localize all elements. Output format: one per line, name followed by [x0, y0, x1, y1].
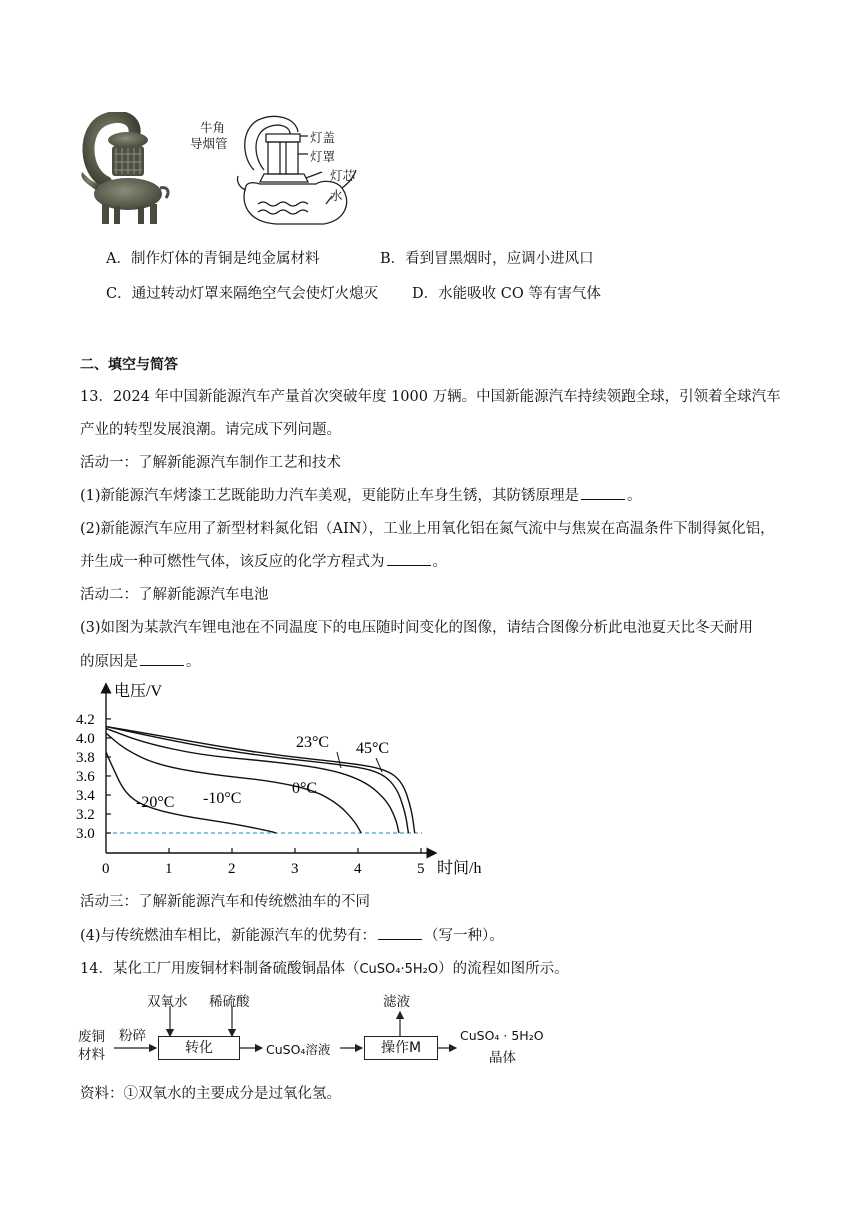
q13-part1-text: (1)新能源汽车烤漆工艺既能助力汽车美观，更能防止车身生锈，其防锈原理是 — [80, 488, 580, 504]
series-label-neg20: -20°C — [136, 794, 175, 811]
y-tick-label: 3.2 — [76, 806, 95, 823]
series-label-45: 45°C — [356, 740, 390, 757]
x-tick-label: 3 — [291, 861, 299, 877]
flow-product-line2: 晶体 — [489, 1050, 516, 1066]
y-tick-label: 4.0 — [76, 730, 95, 747]
q13-part4 — [80, 924, 504, 945]
option-d[interactable]: D．水能吸收 CO 等有害气体 — [412, 286, 601, 302]
x-tick-label: 5 — [417, 861, 425, 877]
label-water: 水 — [330, 188, 343, 203]
voltage-chart — [70, 680, 500, 880]
q13-intro-line2: 产业的转型发展浪潮。请完成下列问题。 — [80, 422, 341, 438]
x-tick-label: 2 — [228, 861, 236, 877]
q13-part2-text: 并生成一种可燃性气体，该反应的化学方程式为 — [80, 554, 385, 570]
y-tick-label: 3.4 — [76, 787, 95, 804]
y-tick-label: 3.0 — [76, 826, 95, 842]
q13-part1 — [80, 484, 642, 505]
flow-crush: 粉碎 — [119, 1028, 146, 1044]
series-label-0: 0°C — [292, 780, 318, 797]
q13-part1-end: 。 — [627, 488, 642, 504]
option-a[interactable]: A．制作灯体的青铜是纯金属材料 — [106, 251, 320, 267]
series-label-45-pointer — [376, 758, 382, 772]
q13-part4-end: （写一种）。 — [424, 928, 504, 944]
label-horn-pipe-line1: 牛角 — [200, 120, 226, 135]
q14-intro-prefix: 14．某化工厂用废铜材料制备硫酸铜晶体（ — [80, 961, 360, 977]
option-c[interactable]: C．通过转动灯罩来隔绝空气会使灯火熄灭 — [106, 286, 379, 302]
label-wick: 灯芯 — [330, 168, 356, 183]
process-flowchart — [76, 990, 596, 1066]
q14-intro-suffix: ）的流程如图所示。 — [438, 961, 569, 977]
flow-raw-line1: 废铜 — [78, 1029, 105, 1045]
lamp-diagram — [186, 108, 366, 234]
flow-solution: CuSO₄溶液 — [266, 1042, 331, 1057]
answer-blank-2[interactable] — [387, 553, 431, 566]
flow-reagent-1: 双氧水 — [147, 994, 188, 1010]
flow-box-operation: 操作M — [364, 1036, 438, 1060]
q13-activity1: 活动一：了解新能源汽车制作工艺和技术 — [80, 455, 341, 471]
q14-note: 资料：①双氧水的主要成分是过氧化氢。 — [80, 1086, 341, 1102]
lamp-photo — [76, 112, 172, 230]
y-tick-label: 3.6 — [76, 768, 95, 785]
q14-intro-formula: CuSO₄·5H₂O — [359, 962, 439, 977]
series-label-23-pointer — [337, 752, 341, 768]
answer-blank-3[interactable] — [140, 653, 184, 666]
flow-filtrate: 滤液 — [383, 994, 410, 1010]
x-tick-label: 0 — [102, 861, 110, 877]
q13-activity3: 活动三：了解新能源汽车和传统燃油车的不同 — [80, 894, 370, 910]
flow-box-conversion: 转化 — [158, 1036, 240, 1060]
answer-blank-1[interactable] — [581, 487, 625, 500]
series-label-23: 23°C — [296, 734, 330, 751]
q13-intro-line1: 13．2024 年中国新能源汽车产量首次突破年度 1000 万辆。中国新能源汽车持续领跑全球，引领着全球汽车 — [80, 389, 781, 405]
q13-part3-text: 的原因是 — [80, 654, 138, 670]
y-tick-label: 4.2 — [76, 711, 95, 728]
x-axis-title: 时间/h — [437, 860, 482, 877]
q13-part2-line2 — [80, 550, 447, 571]
y-axis-title: 电压/V — [114, 683, 163, 700]
flow-raw-line2: 材料 — [78, 1047, 105, 1063]
flow-reagent-2: 稀硫酸 — [209, 994, 250, 1010]
y-tick-label: 3.8 — [76, 749, 95, 766]
q14-intro — [80, 957, 569, 978]
x-tick-label: 4 — [354, 861, 362, 877]
q13-part3-line1: (3)如图为某款汽车锂电池在不同温度下的电压随时间变化的图像，请结合图像分析此电池夏天比冬天耐用 — [80, 620, 754, 636]
series-line-0 — [106, 752, 276, 833]
label-lid: 灯盖 — [310, 130, 336, 145]
label-shade: 灯罩 — [310, 149, 336, 164]
q13-part2-end: 。 — [432, 554, 447, 570]
q13-part3-end: 。 — [186, 654, 201, 670]
q13-part2-line1: (2)新能源汽车应用了新型材料氮化铝（AIN），工业上用氧化铝在氮气流中与焦炭在高温条件下制得氮化铝， — [80, 521, 775, 537]
q13-activity2: 活动二：了解新能源汽车电池 — [80, 587, 269, 603]
series-line-2 — [106, 728, 399, 833]
q13-part3-line2 — [80, 650, 201, 671]
flow-product-line1: CuSO₄ · 5H₂O — [460, 1028, 544, 1043]
option-b[interactable]: B．看到冒黑烟时，应调小进风口 — [380, 251, 594, 267]
x-tick-label: 1 — [165, 861, 173, 877]
q13-part4-text: (4)与传统燃油车相比，新能源汽车的优势有： — [80, 928, 377, 944]
section-heading: 二、填空与简答 — [80, 357, 178, 373]
series-label-neg10: -10°C — [203, 790, 242, 807]
label-horn-pipe-line2: 导烟管 — [190, 136, 228, 151]
answer-blank-4[interactable] — [378, 927, 422, 940]
